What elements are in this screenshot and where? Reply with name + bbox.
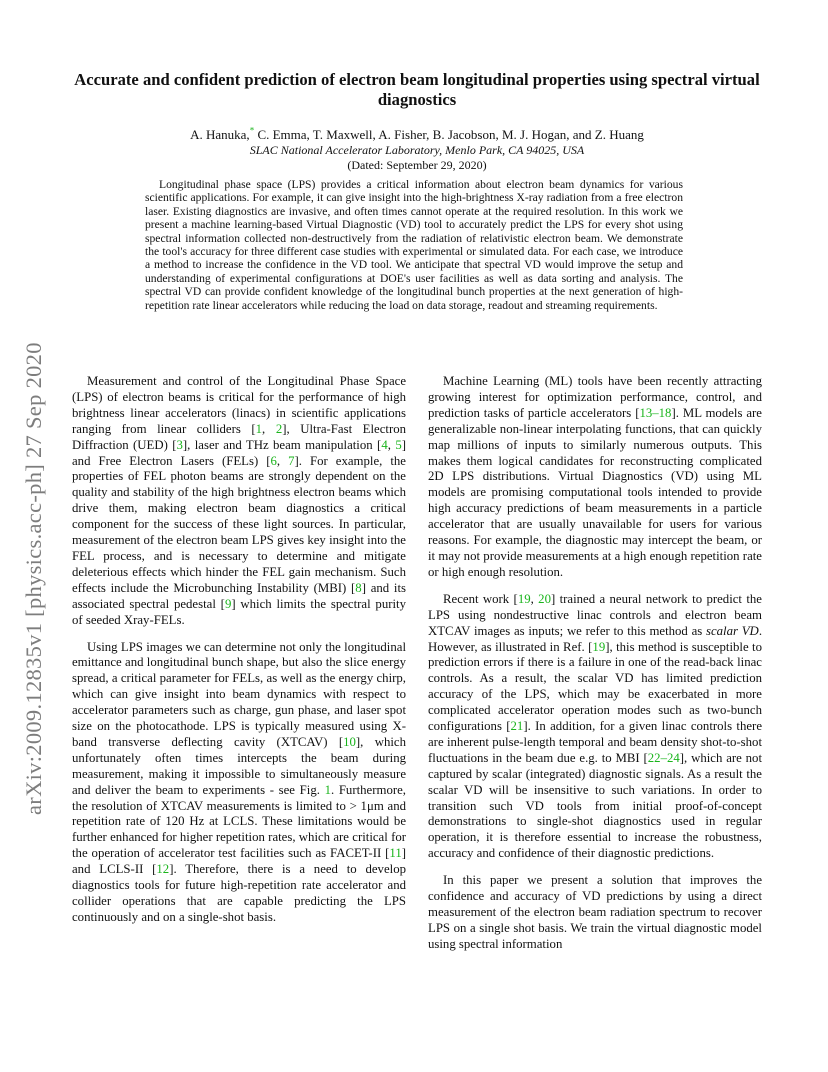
text-run: Recent work [ (443, 591, 518, 606)
text-run: ], laser and THz beam manipulation [ (182, 437, 382, 452)
text-run: ] and its associated spectral pedestal [ (72, 580, 406, 611)
affiliation: SLAC National Accelerator Laboratory, Menlo Park, CA 94025, USA (249, 143, 585, 157)
text-run: ], which unfortunately often times intercepts the beam during measurement, making it impossible to simultaneously measure and deliver the beam to experiments - see Fig. (72, 734, 407, 797)
text-run: ] which limits the spectral purity of seeded Xray-FELs. (72, 596, 406, 627)
citation-link[interactable]: 9 (224, 596, 232, 611)
title-block (70, 70, 764, 173)
co-authors: C. Emma, T. Maxwell, A. Fisher, B. Jacobson, M. J. Hogan, and Z. Huang (257, 127, 644, 142)
text-run: In this paper we present a solution that improves the confidence and accuracy of VD predictions by using a direct measurement of the electron beam radiation spectrum to recover LPS on a single shot basis. We train the virtual diagnostic model using spectral information (428, 873, 762, 951)
corresponding-author-marker[interactable]: * (249, 125, 255, 136)
text-run: ], Ultra-Fast Electron Diffraction (UED) [ (72, 421, 407, 452)
text-run: ] and LCLS-II [ (72, 846, 406, 877)
citation-link[interactable]: 5 (395, 437, 402, 452)
date-line: (Dated: September 29, 2020) (347, 158, 487, 172)
text-run: , (276, 453, 289, 468)
figure-link[interactable]: 1 (324, 782, 331, 797)
intro-paragraph-5 (428, 873, 762, 953)
text-run: , (387, 437, 396, 452)
citation-link[interactable]: 21 (510, 719, 524, 734)
intro-paragraph-3 (428, 374, 762, 581)
text-run: ]. For example, the properties of FEL photon beams are strongly dependent on the quality and stability of the high brightness electron beams which drive them, making electron beam diagnostics a critical component for the success of these light sources. In particular, measurement of the electron beam LPS gives key insight into the FEL process, and is necessary to determine and mitigate deleterious effects which hinder the FEL gain mechanism. Such effects include the Microbunching Instability (MBI) [ (72, 453, 406, 595)
text-run: ]. Therefore, there is a need to develop diagnostics tools for future high-repetition rate accelerator and collider operations that are capable predicting the LPS continuously and on a single-shot basis. (72, 862, 406, 924)
citation-link[interactable]: 4 (381, 437, 388, 452)
citation-link[interactable]: 3 (176, 437, 183, 452)
text-run: Machine Learning (ML) tools have been recently attracting growing interest for optimization performance, control, and prediction tasks of particle accelerators [ (428, 374, 762, 420)
arxiv-identifier-stamp: arXiv:2009.12835v1 [physics.acc-ph] 27 Sep 2020 (21, 342, 46, 815)
citation-link[interactable]: 20 (538, 591, 551, 606)
citation-link[interactable]: 6 (270, 453, 277, 468)
citation-link[interactable]: 10 (343, 734, 356, 749)
first-author: A. Hanuka, (190, 127, 250, 142)
citation-link[interactable]: 19 (592, 639, 606, 654)
citation-link[interactable]: 11 (389, 846, 402, 861)
text-run: , (530, 591, 539, 606)
intro-paragraph-1 (72, 374, 406, 629)
citation-link[interactable]: 12 (156, 862, 170, 877)
intro-paragraph-2 (72, 640, 406, 926)
citation-link[interactable]: 22–24 (647, 750, 680, 765)
citation-link[interactable]: 19 (517, 591, 531, 606)
text-run: . However, as illustrated in Ref. [ (428, 623, 763, 654)
citation-link[interactable]: 2 (275, 421, 283, 436)
right-column (428, 374, 762, 964)
emphasized-term: scalar VD (706, 623, 759, 638)
citation-link[interactable]: 8 (355, 580, 362, 595)
text-run: ]. In addition, for a given linac controls there are inherent pulse-length temporal and beam density shot-to-shot fluctuations in the beam due e.g. to MBI [ (428, 719, 762, 765)
paper-title: Accurate and confident prediction of electron beam longitudinal properties using spectral virtual diagnostics (74, 70, 760, 109)
text-run: . Furthermore, the resolution of XTCAV measurements is limited to > 1μm and repetition rate of 120 Hz at LCLS. These limitations would be further enhanced for higher repetition rates, which are critical for the operation of accelerator test facilities such as FACET-II [ (72, 782, 406, 861)
text-run: ], this method is susceptible to prediction errors if there is a failure in one of the read-back linac controls. As a result, the scalar VD has limited prediction accuracy of the LPS, which may be exacerbated in more complicated accelerator operation modes such as two-bunch configurations [ (428, 639, 763, 734)
text-run: ]. ML models are generalizable non-linear interpolating functions, that can quickly map millions of inputs to similarly numerous outputs. This makes them logical candidates for reconstructing complicated 2D LPS distributions. Virtual Diagnostics (VD) using ML models are promising computational tools intended to provide high accuracy predictions of beam measurements in a particle accelerator that are usually unavailable for users for various reasons. For example, the diagnostic may intercept the beam, or it may not provide measurements at a high enough repetition rate or high enough resolution. (428, 405, 762, 579)
citation-link[interactable]: 7 (288, 453, 295, 468)
intro-paragraph-4 (428, 592, 762, 862)
citation-link[interactable]: 1 (255, 421, 263, 436)
text-run: ] trained a neural network to predict the LPS using nondestructive linac controls and electron beam XTCAV images as inputs; we refer to this method as (428, 591, 762, 638)
abstract: Longitudinal phase space (LPS) provides a critical information about electron beam dynamics for various scientific applications. For example, it can give insight into the high-brightness X-ray radiation from a free electron laser. Existing diagnostics are invasive, and often times cannot operate at the required resolution. In this work we present a machine learning-based Virtual Diagnostic (VD) tool to accurately predict the LPS for every shot using spectral information collected non-destructively from the radiation of relativistic electron beam. We demonstrate the tool's accuracy for three different case studies with experimental or simulated data. For each case, we introduce a method to increase the confidence in the VD tool. We anticipate that spectral VD would improve the setup and understanding of experimental configurations at DOE's user facilities as well as data sorting and analysis. The spectral VD can provide confident knowledge of the longitudinal bunch properties at the next generation of high-repetition rate linear accelerators while reducing the load on data storage, readout and streaming requirements. (145, 178, 683, 312)
citation-link[interactable]: 13–18 (639, 405, 672, 420)
text-run: ], which are not captured by scalar (integrated) diagnostic signals. As a result the scalar VD will be insensitive to such variations. In order to transition such VD tools from initial proof-of-concept demonstrations to single-shot diagnostics used in regular operation, it is therefore essential to increase the robustness, accuracy and confidence of their diagnostic predictions. (428, 750, 763, 861)
text-run: Measurement and control of the Longitudinal Phase Space (LPS) of electron beams is critical for the performance of high brightness linear accelerators (linacs) in scientific applications ranging from linear colliders [ (72, 374, 406, 436)
left-column (72, 374, 406, 937)
text-run: ] and Free Electron Lasers (FELs) [ (72, 437, 406, 468)
author-list (70, 126, 764, 143)
text-run: , (262, 421, 276, 436)
text-run: Using LPS images we can determine not only the longitudinal emittance and longitudinal bunch shape, but also the slice energy spread, a critical parameter for FELs, as well as the energy chirp, which can give insight into beam dynamics with respect to accelerator parameters such as charge, gun phase, and laser spot size on the photocathode. LPS is typically measured using X-band transverse deflecting cavity (XTCAV) [ (72, 639, 406, 749)
